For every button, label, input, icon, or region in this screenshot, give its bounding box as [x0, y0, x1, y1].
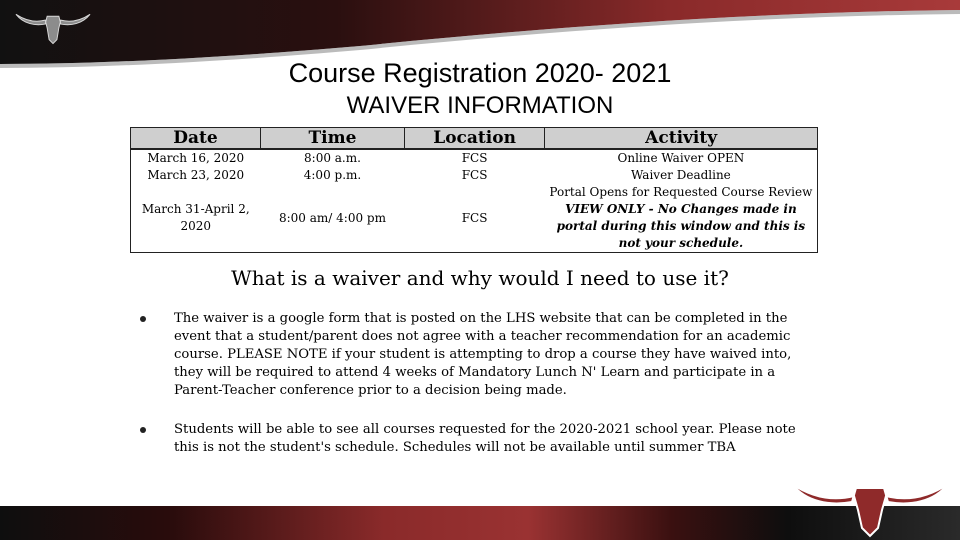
page-title: Course Registration 2020- 2021: [288, 58, 672, 88]
table-row: [131, 184, 818, 253]
bullet-icon: [140, 427, 146, 433]
cell-activity: Waiver Deadline: [631, 168, 731, 182]
cell-time: 8:00 a.m.: [304, 151, 361, 165]
bullet-icon: [140, 316, 146, 322]
list-item: [140, 421, 820, 457]
column-header-time: Time: [261, 128, 405, 150]
list-item: [140, 310, 820, 400]
schedule-table: [130, 127, 818, 253]
cell-time: 8:00 am/ 4:00 pm: [278, 210, 386, 225]
table-row: [131, 149, 818, 167]
cell-date: March 23, 2020: [147, 168, 245, 182]
bullet-text: The waiver is a google form that is posted on the LHS website that can be completed in the event that a student/parent does not agree with a teacher recommendation for an academic course. PLEASE NOTE if your student is attempting to drop a course they have waived into, they will be required to attend 4 weeks of Mandatory Lunch N' Learn and participate in a Parent-Teacher conference prior to a decision being made.: [174, 311, 792, 398]
table-header-row: [131, 128, 818, 150]
cell-time: 4:00 p.m.: [303, 168, 362, 182]
cell-date: March 16, 2020: [147, 151, 245, 165]
page-subtitle: WAIVER INFORMATION: [346, 92, 614, 119]
cell-date: March 31-April 2, 2020: [141, 202, 250, 233]
bullet-list: [140, 310, 820, 457]
longhorn-logo-icon: [14, 6, 92, 46]
activity-text: Portal Opens for Requested Course Review: [549, 185, 813, 199]
table-row: [131, 167, 818, 184]
column-header-location: Location: [404, 128, 544, 150]
section-heading: What is a waiver and why would I need to use it?: [231, 266, 729, 290]
bullet-text: Students will be able to see all courses requested for the 2020-2021 school year. Please note this is not the student's schedule. Schedules will not be available until summer TBA: [174, 422, 796, 455]
cell-location: FCS: [461, 210, 488, 225]
view-only-note: VIEW ONLY - No Changes made in portal during this window and this is not your schedule.: [556, 202, 806, 250]
cell-activity: Online Waiver OPEN: [617, 151, 745, 165]
column-header-date: Date: [131, 128, 261, 150]
longhorn-logo-icon: [790, 470, 950, 540]
cell-activity: [545, 184, 818, 253]
column-header-activity: Activity: [545, 128, 818, 150]
cell-location: FCS: [461, 168, 488, 182]
cell-location: FCS: [461, 151, 488, 165]
